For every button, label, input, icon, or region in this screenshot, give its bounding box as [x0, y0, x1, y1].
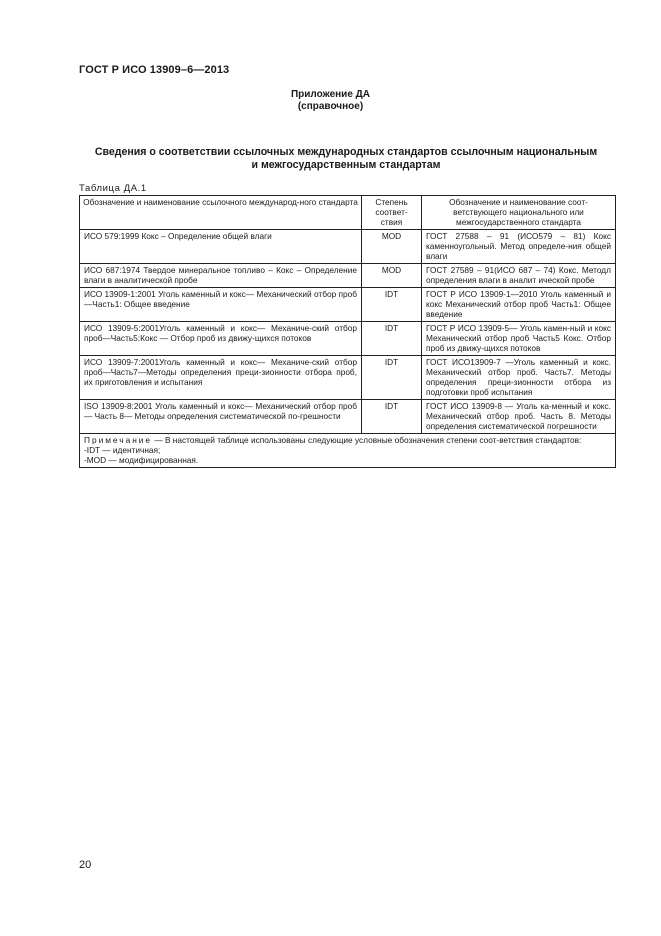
cell-international: ИСО 13909-1:2001 Уголь каменный и кокс— Механический отбор проб—Часть1: Общее введение: [80, 288, 362, 322]
note-paragraph: [84, 435, 611, 445]
page-number: 20: [79, 859, 92, 871]
table-row: [80, 400, 616, 434]
cell-national: ГОСТ Р ИСО 13909-5— Уголь камен-ный и кокс Механический отбор проб Часть5 Кокс. Отбор проб из движу-щихся потоков: [422, 322, 616, 356]
cell-degree: MOD: [362, 264, 422, 288]
cell-degree: IDT: [362, 356, 422, 400]
cell-national: ГОСТ 27588 – 91 (ИСО579 – 81) Кокс каменноугольный. Метод определе-ния общей влаги: [422, 230, 616, 264]
appendix-heading: [0, 89, 661, 113]
section-title: [70, 146, 622, 172]
table-row: [80, 288, 616, 322]
cell-national: ГОСТ ИСО 13909-8 — Уголь ка-менный и кокс. Механический отбор проб. Часть 8. Методы определения систематической погрешности: [422, 400, 616, 434]
section-title-line1: Сведения о соответствии ссылочных международных стандартов ссылочным национальным: [94, 146, 598, 158]
header-national: Обозначение и наименование соот-ветствующего национального или межгосударственного стандарта: [422, 196, 616, 230]
cell-international: ИСО 579:1999 Кокс – Определение общей влаги: [80, 230, 362, 264]
cell-degree: MOD: [362, 230, 422, 264]
table-row: [80, 230, 616, 264]
standards-table: [79, 195, 616, 468]
cell-international: ИСО 13909-7:2001Уголь каменный и кокс— Механиче-ский отбор проб—Часть7—Методы определения преци-зионности отбора проб, их приготовления и испытания: [80, 356, 362, 400]
cell-degree: IDT: [362, 322, 422, 356]
table-header-row: [80, 196, 616, 230]
note-item-idt: -IDT — идентичная;: [84, 445, 161, 455]
cell-national: ГОСТ 27589 – 91(ИСО 687 – 74) Кокс. Методл определения влаги в аналит ической пробе: [422, 264, 616, 288]
appendix-subtitle: (справочное): [297, 101, 364, 112]
table-row: [80, 356, 616, 400]
header-degree: Степень соответ-ствия: [362, 196, 422, 230]
table-row: [80, 322, 616, 356]
table-row: [80, 264, 616, 288]
table-label: Таблица ДА.1: [79, 183, 147, 194]
note-label: Примечание: [84, 435, 153, 445]
table-note: [80, 434, 616, 468]
cell-degree: IDT: [362, 288, 422, 322]
cell-national: ГОСТ Р ИСО 13909-1—2010 Уголь каменный и кокс Механический отбор проб Часть1: Общее введение: [422, 288, 616, 322]
cell-degree: IDT: [362, 400, 422, 434]
note-text: — В настоящей таблице использованы следующие условные обозначения степени соот-ветствия стандартов:: [152, 435, 582, 445]
cell-international: ИСО 687:1974 Твердое минеральное топливо – Кокс – Определение влаги в аналитической пробе: [80, 264, 362, 288]
document-code-header: ГОСТ Р ИСО 13909–6—2013: [79, 64, 230, 76]
appendix-title: Приложение ДА: [290, 89, 371, 100]
note-item-mod: -MOD — модифицированная.: [84, 455, 199, 465]
section-title-line2: и межгосударственным стандартам: [251, 159, 441, 171]
cell-international: ИСО 13909-5:2001Уголь каменный и кокс— Механиче-ский отбор проб—Часть5:Кокс — Отбор проб из движу-щихся потоков: [80, 322, 362, 356]
cell-national: ГОСТ ИСО13909-7 —Уголь каменный и кокс. Механический отбор проб. Часть7. Методы определения преци-зионности отбора из подготовки проб испытания: [422, 356, 616, 400]
header-international: Обозначение и наименование ссылочного международ-ного стандарта: [80, 196, 362, 230]
cell-international: ISO 13909-8:2001 Уголь каменный и кокс— Механический отбор проб— Часть 8— Методы определения систематической по-грешности: [80, 400, 362, 434]
table-note-row: [80, 434, 616, 468]
